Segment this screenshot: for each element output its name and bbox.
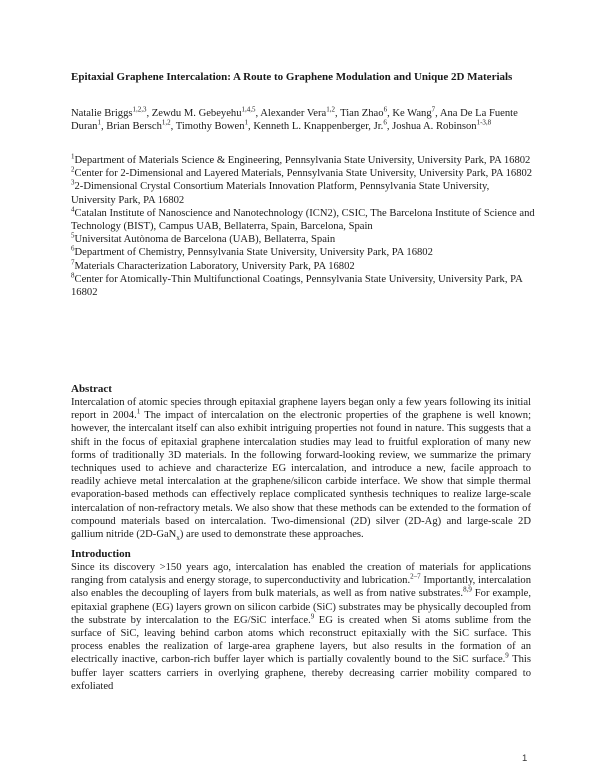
introduction-heading: Introduction	[71, 548, 131, 560]
affiliation-item	[71, 246, 535, 259]
abstract-text-1: Intercalation of atomic species through epitaxial graphene layers began only a few years following its initial report in 2004.	[71, 397, 531, 422]
author-separator: ,	[387, 108, 393, 119]
author-list	[71, 107, 533, 133]
citation: 8,9	[463, 585, 472, 594]
author-affiliation-marker: 1	[97, 118, 101, 127]
affiliation-number: 7	[71, 258, 75, 267]
subscript: x	[176, 534, 180, 543]
author-separator: ,	[386, 121, 393, 133]
affiliation-number: 1	[71, 152, 75, 161]
affiliation-text: Department of Materials Science & Engineering, Pennsylvania State University, University Park, PA 16802	[74, 155, 531, 166]
affiliation-item	[71, 273, 535, 299]
affiliation-number: 3	[71, 178, 75, 187]
author-affiliation-marker: 6	[383, 105, 388, 114]
author-affiliation-marker: 1,2,3	[132, 105, 147, 114]
abstract-heading: Abstract	[71, 383, 112, 395]
author-name: Ana De La Fuente Duran	[71, 108, 518, 133]
intro-text-4: EG is created when Si atoms sublime from the surface of SiC, leaving behind carbon atoms which reconstruct epitaxially with the SiC surface. This process enables the realization of large-area graphene layers, but also results in the formation of an electrically inactive, carbon-rich buffer layer which is partially covalently bound to the SiC surface.	[71, 614, 531, 666]
affiliation-list	[71, 154, 535, 299]
author-separator: ,	[146, 108, 152, 119]
author-name: Timothy Bowen	[175, 121, 245, 133]
affiliation-number: 8	[71, 271, 75, 280]
intro-text-1: Since its discovery >150 years ago, intercalation has enabled the creation of materials for applications ranging from catalysis and energy storage, to superconductivity and lubrication.	[71, 562, 531, 587]
citation: 2–7	[410, 572, 421, 581]
citation: 9	[310, 612, 315, 621]
author-affiliation-marker: 6	[383, 118, 387, 127]
affiliation-text: Catalan Institute of Nanoscience and Nanotechnology (ICN2), CSIC, The Barcelona Institute of Science and Technology (BIST), Campus UAB, Bellaterra, Spain, Barcelona, Spain	[71, 207, 535, 233]
author-separator: ,	[248, 121, 254, 133]
author-name: Zewdu M. Gebeyehu	[151, 108, 242, 119]
affiliation-item	[71, 167, 535, 180]
citation: 1	[136, 407, 141, 416]
affiliation-text: Center for Atomically-Thin Multifunctional Coatings, Pennsylvania State University, University Park, PA 16802	[71, 273, 523, 299]
affiliation-item	[71, 233, 535, 246]
affiliation-text: Center for 2-Dimensional and Layered Materials, Pennsylvania State University, University Park, PA 16802	[74, 168, 533, 180]
affiliation-number: 2	[71, 165, 75, 174]
abstract-text-3: ) are used to demonstrate these approaches.	[179, 529, 364, 541]
author-affiliation-marker: 1-3,8	[476, 118, 492, 127]
author-name: Ke Wang	[392, 108, 432, 119]
author-separator: ,	[100, 121, 107, 133]
page-number: 1	[522, 753, 528, 764]
author-name: Tian Zhao	[340, 108, 384, 119]
intro-text-5: This buffer layer scatters carriers in overlying graphene, thereby decreasing carrier mobility compared to exfoliated	[71, 654, 531, 692]
intro-text-3: For example, epitaxial graphene (EG) layers grown on silicon carbide (SiC) substrates may be physically decoupled from the substrate by intercalation to the EG/SiC interface.	[71, 588, 531, 626]
affiliation-item	[71, 180, 535, 206]
citation: 9	[505, 651, 509, 660]
abstract-text-2: The impact of intercalation on the electronic properties of the graphene is well known; however, the intercalant itself can also exhibit intriguing properties not found in nature. This suggests that a shift in the focus of epitaxial graphene intercalation studies may lead to fruitful exploration of many new forms of traditionally 3D materials. In the following forward-looking review, we summarize the primary techniques used to achieve and characterize EG intercalation, and introduce a new, facile approach to readily achieve metal intercalation at the graphene/silicon carbide interface. We show that simple thermal evaporation-based methods can effectively replace complicated synthesis techniques to realize large-scale intercalation of non-refractory metals. We also show that these methods can be extended to the formation of compound materials based on intercalation. Two-dimensional (2D) silver (2D-Ag) and large-scale 2D gallium nitride (2D-GaN	[71, 410, 532, 541]
abstract-body	[71, 396, 531, 541]
author-separator: ,	[255, 108, 261, 119]
author-affiliation-marker: 1,4,5	[241, 105, 256, 114]
affiliation-number: 4	[71, 205, 75, 214]
author-separator: ,	[334, 108, 341, 119]
author-name: Brian Bersch	[106, 121, 162, 133]
author-affiliation-marker: 1,2	[161, 118, 171, 127]
author-affiliation-marker: 1,2	[326, 105, 335, 114]
affiliation-text: 2-Dimensional Crystal Consortium Materials Innovation Platform, Pennsylvania State University, University Park, PA 16802	[71, 181, 490, 206]
affiliation-text: Materials Characterization Laboratory, University Park, PA 16802	[74, 260, 355, 272]
paper-title: Epitaxial Graphene Intercalation: A Route to Graphene Modulation and Unique 2D Materials	[71, 71, 513, 83]
author-name: Joshua A. Robinson	[392, 121, 477, 133]
affiliation-text: Universitat Autònoma de Barcelona (UAB), Bellaterra, Spain	[74, 234, 336, 246]
author-affiliation-marker: 1	[244, 118, 249, 127]
author-name: Alexander Vera	[260, 108, 327, 119]
intro-text-2: Importantly, intercalation also enables the decoupling of layers from bulk materials, as well as from native substrates.	[71, 575, 531, 600]
affiliation-item	[71, 154, 535, 167]
affiliation-text: Department of Chemistry, Pennsylvania State University, University Park, PA 16802	[74, 247, 433, 259]
affiliation-item	[71, 260, 535, 273]
affiliation-item	[71, 207, 535, 233]
author-affiliation-marker: 7	[431, 105, 436, 114]
author-name: Natalie Briggs	[71, 108, 133, 119]
author-separator: ,	[170, 121, 176, 133]
introduction-body	[71, 561, 531, 693]
affiliation-number: 5	[71, 231, 75, 240]
author-name: Kenneth L. Knappenberger, Jr.	[253, 121, 384, 133]
author-separator: ,	[435, 108, 440, 119]
affiliation-number: 6	[71, 244, 75, 253]
